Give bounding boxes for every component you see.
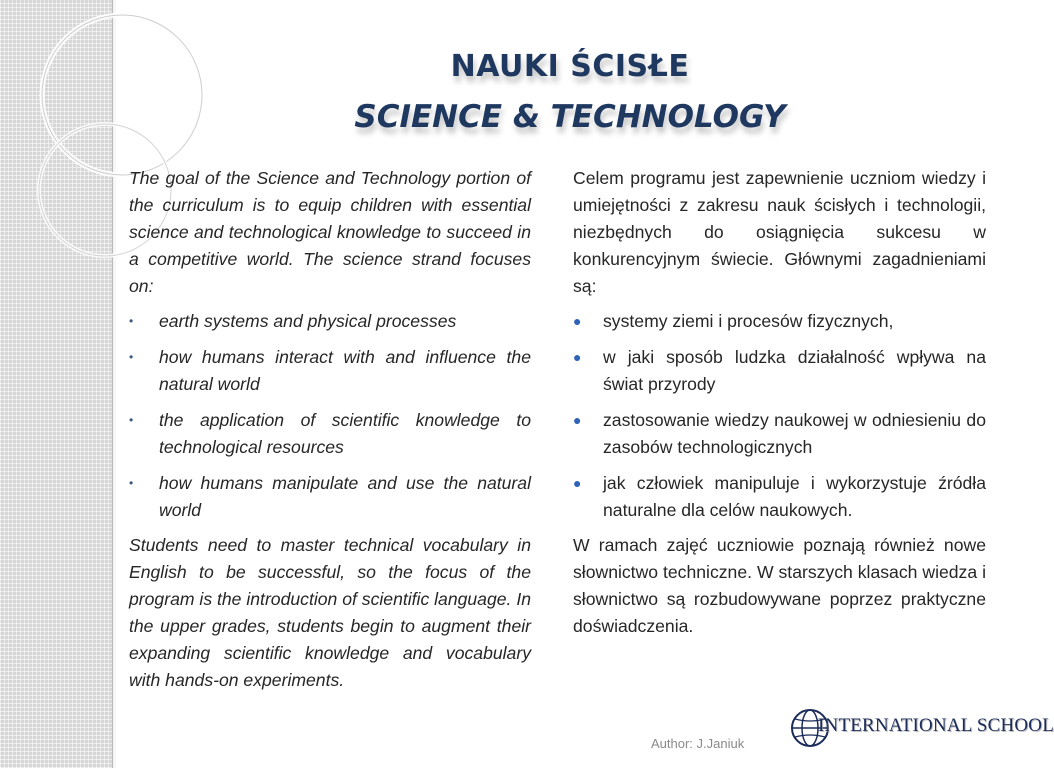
bullet-icon: ● bbox=[573, 475, 582, 491]
list-item bbox=[129, 470, 531, 524]
author-credit: Author: J.Janiuk bbox=[651, 736, 745, 751]
list-item-text: zastosowanie wiedzy naukowej w odniesieniu do zasobów technologicznych bbox=[603, 410, 986, 457]
list-item bbox=[129, 344, 531, 398]
list-item-text: earth systems and physical processes bbox=[159, 311, 457, 331]
school-logo bbox=[788, 706, 1054, 750]
list-item bbox=[129, 407, 531, 461]
english-bullet-list bbox=[129, 308, 531, 524]
bullet-icon: • bbox=[129, 314, 134, 328]
bullet-icon: • bbox=[129, 476, 134, 490]
list-item bbox=[573, 308, 986, 335]
english-text-column bbox=[129, 165, 531, 694]
list-item-text: systemy ziemi i procesów fizycznych, bbox=[603, 311, 894, 331]
english-intro-paragraph: The goal of the Science and Technology portion of the curriculum is to equip children with essential science and technological knowledge to succeed in a competitive world. The science strand focuses on: bbox=[129, 168, 531, 296]
bullet-icon: • bbox=[129, 350, 134, 364]
list-item bbox=[573, 407, 986, 461]
polish-closing-paragraph: W ramach zajęć uczniowie poznają również nowe słownictwo techniczne. W starszych klasach wiedza i słownictwo są rozbudowywane poprzez praktyczne doświadczenia. bbox=[573, 535, 986, 636]
list-item-text: how humans manipulate and use the natural world bbox=[159, 473, 531, 520]
bullet-icon: ● bbox=[573, 313, 582, 329]
slide-title-english: SCIENCE & TECHNOLOGY bbox=[354, 99, 786, 135]
list-item-text: how humans interact with and influence the natural world bbox=[159, 347, 531, 394]
list-item-text: jak człowiek manipuluje i wykorzystuje źródła naturalne dla celów naukowych. bbox=[603, 473, 986, 520]
bullet-icon: • bbox=[129, 413, 134, 427]
polish-text-column bbox=[573, 165, 986, 640]
slide-title-polish: NAUKI ŚCISŁE bbox=[450, 49, 690, 84]
list-item bbox=[573, 344, 986, 398]
bullet-icon: ● bbox=[573, 349, 582, 365]
list-item-text: w jaki sposób ludzka działalność wpływa na świat przyrody bbox=[603, 347, 986, 394]
logo-text: INTERNATIONAL SCHOOL bbox=[818, 715, 1054, 736]
list-item bbox=[573, 470, 986, 524]
bullet-icon: ● bbox=[573, 412, 582, 428]
polish-bullet-list bbox=[573, 308, 986, 524]
english-closing-paragraph: Students need to master technical vocabulary in English to be successful, so the focus of the program is the introduction of scientific language. In the upper grades, students begin to augment their expanding scientific knowledge and vocabulary with hands-on experiments. bbox=[129, 535, 531, 690]
list-item-text: the application of scientific knowledge to technological resources bbox=[159, 410, 531, 457]
list-item bbox=[129, 308, 531, 335]
polish-intro-paragraph: Celem programu jest zapewnienie uczniom wiedzy i umiejętności z zakresu nauk ścisłych i technologii, niezbędnych do osiągnięcia sukcesu w konkurencyjnym świecie. Głównymi zagadnieniami są: bbox=[573, 168, 986, 296]
